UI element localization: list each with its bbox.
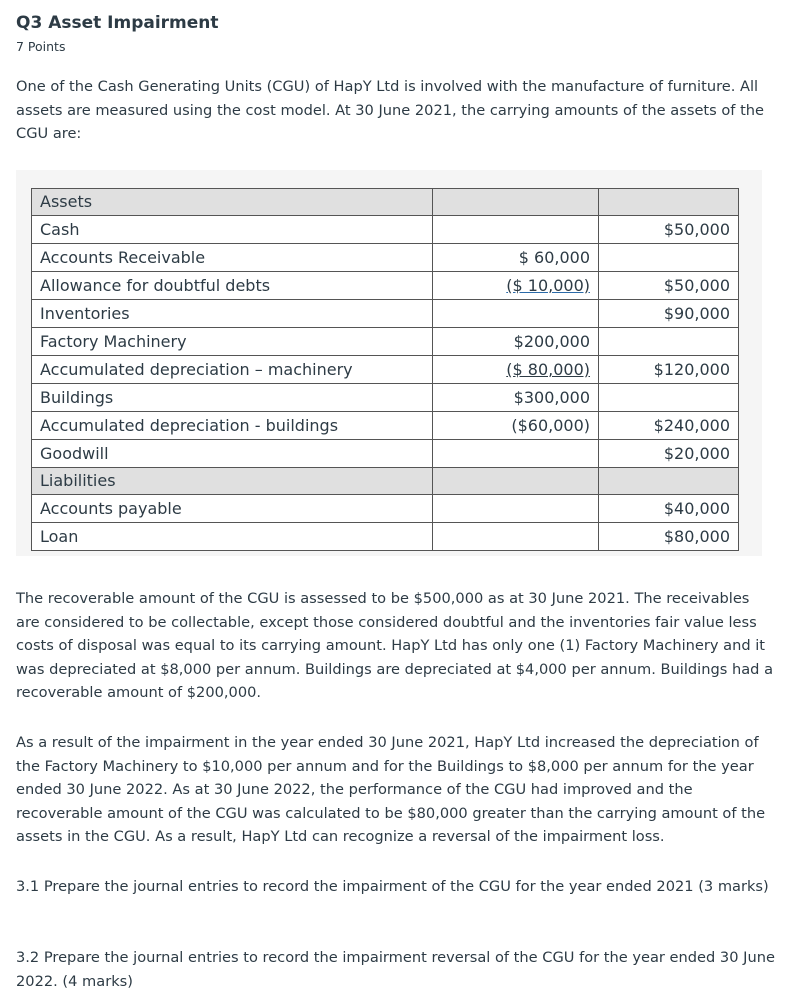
row-right: $240,000 (599, 412, 739, 440)
row-label: Allowance for doubtful debts (32, 272, 433, 300)
row-right (599, 384, 739, 412)
row-mid: ($ 80,000) (506, 360, 590, 379)
table-row (32, 495, 739, 523)
row-mid (433, 216, 599, 244)
question-title: Q3 Asset Impairment (16, 13, 219, 33)
row-right: $120,000 (599, 356, 739, 384)
liabilities-header-row (32, 468, 739, 495)
liabilities-header: Liabilities (32, 468, 433, 495)
table-row (32, 244, 739, 272)
table-row (32, 440, 739, 468)
row-label: Inventories (32, 300, 433, 328)
question-3-1: 3.1 Prepare the journal entries to record the impairment of the CGU for the year ended 2021 (3 marks) (16, 878, 769, 895)
table-row (32, 384, 739, 412)
table-row (32, 300, 739, 328)
row-mid: $300,000 (433, 384, 599, 412)
row-right: $50,000 (599, 272, 739, 300)
row-right: $50,000 (599, 216, 739, 244)
row-mid (433, 495, 599, 523)
table-row (32, 523, 739, 551)
row-mid: $ 60,000 (433, 244, 599, 272)
impairment-reversal-paragraph: As a result of the impairment in the year ended 30 June 2021, HapY Ltd increased the depreciation of the Factory Machinery to $10,000 per annum and for the Buildings to $8,000 per annum for the year ended 30 June 2022. As at 30 June 2022, the performance of the CGU had improved and the recoverable amount of the CGU was calculated to be $80,000 greater than the carrying amount of the assets in the CGU. As a result, HapY Ltd can recognize a reversal of the impairment loss. (16, 734, 766, 845)
row-label: Accounts payable (32, 495, 433, 523)
intro-paragraph: One of the Cash Generating Units (CGU) of HapY Ltd is involved with the manufacture of furniture. All assets are measured using the cost model. At 30 June 2021, the carrying amounts of the assets of the CGU are: (16, 78, 765, 142)
question-3-2: 3.2 Prepare the journal entries to record the impairment reversal of the CGU for the year ended 30 June 2022. (4 marks) (16, 949, 775, 990)
question-points: 7 Points (16, 39, 66, 54)
row-right: $90,000 (599, 300, 739, 328)
row-mid (433, 300, 599, 328)
table-row (32, 272, 739, 300)
row-right: $80,000 (599, 523, 739, 551)
row-right: $40,000 (599, 495, 739, 523)
row-label: Accumulated depreciation – machinery (32, 356, 433, 384)
row-label: Loan (32, 523, 433, 551)
row-mid (433, 523, 599, 551)
table-header-row (32, 189, 739, 216)
row-mid: $200,000 (433, 328, 599, 356)
row-right: $20,000 (599, 440, 739, 468)
row-label: Goodwill (32, 440, 433, 468)
row-mid: ($ 10,000) (506, 276, 590, 295)
table-row (32, 216, 739, 244)
row-label: Accumulated depreciation - buildings (32, 412, 433, 440)
table-row (32, 328, 739, 356)
table-row (32, 412, 739, 440)
row-label: Factory Machinery (32, 328, 433, 356)
row-mid (433, 440, 599, 468)
row-mid: ($60,000) (433, 412, 599, 440)
row-label: Buildings (32, 384, 433, 412)
row-right (599, 244, 739, 272)
row-right (599, 328, 739, 356)
recoverable-amount-paragraph: The recoverable amount of the CGU is assessed to be $500,000 as at 30 June 2021. The receivables are considered to be collectable, except those considered doubtful and the inventories fair value less costs of disposal was equal to its carrying amount. HapY Ltd has only one (1) Factory Machinery and it was depreciated at $8,000 per annum. Buildings are depreciated at $4,000 per annum. Buildings had a recoverable amount of $200,000. (16, 590, 774, 701)
assets-header: Assets (32, 189, 433, 216)
table-row (32, 356, 739, 384)
row-label: Cash (32, 216, 433, 244)
row-label: Accounts Receivable (32, 244, 433, 272)
assets-table (31, 188, 739, 551)
